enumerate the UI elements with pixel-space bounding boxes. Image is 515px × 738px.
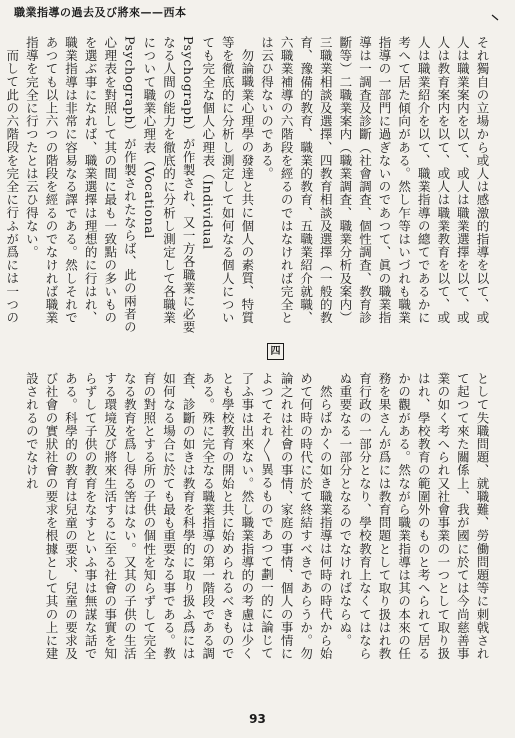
page-number: 93: [249, 712, 266, 726]
paragraph: として失職問題、就職難、勞働問題等に刺戟されて起つて來た關係上、我が國に於ては今尚慈善事業の如く考へられ又社會事業の一つとして取り扱はれ、學校教育の範圍外のものと考へられて居るかの觀がある。然ながら職業指導は其の本來の任務を果さんが爲には教育問題として取り扱はれ教育行政の一部分となり、學校教育上なくてはならぬ重要なる一部分となるのでなければならぬ。: [337, 372, 490, 661]
section-number: 四: [267, 343, 284, 360]
paragraph: 然らばかくの如き職業指導は何時の時代から始めて何時の時代に於て終結すべきであらうか。勿論之れは社會の事情、家庭の事情、個人の事情によつてそれ〳〵異るものであつて劃一的に論じて了ふ事は出來ない。然し職業指導的の考慮は少くとも學校教育の開始と共に始められるべきものである。殊に完全なる職業指導の第一階段である調査、診斷の如きは教育を科學的に取り扱ふ爲には如何なる場合に於ても最も重要なる事である。教育の對照とする所の子供の個性を知らずして完全なる教育を爲し得る筈はない。又其の子供の生活する環境及び將來生活するに至る社會の事實を知らずして子供の教育をなすといふ事は無謀な話である。科學的の教育は兒童の要求、兒童の要求及び社會の實狀社會の要求を根據として其の上に建設されるのでなけれ: [24, 372, 334, 661]
lower-text-column: [12, 372, 492, 672]
paragraph: それ獨自の立場から或人は感激的指導を以て、或人は職業案内を以て、或人は職業選擇を以て、或人は教育案内を以て、或人は職業教育を以て、或人は職業紹介を以て、職業指導の總てであるかに考へて居た傾向がある。然し乍等はいづれも職業指導の一部門に過ぎないのであつて、眞の職業指導は一調査及診斷（社會調査、個性調査、教育診斷等）二職業案内（職業調査、職業分析及案内）三職業相談及選擇、四教育相談及選擇（一般的教育、豫備的教育、職業的教育、五職業紹介就職、六職業補導の六階段を經るのではなければ完全とは云ひ得ないのである。: [259, 36, 490, 325]
running-title: 職業指導の過去及び將來——西本: [14, 6, 187, 19]
paragraph: 勿論職業心理學の發達と共に個人の素質、特質等を徹底的に分析し測定して如何なる個人についても完全な個人心理表（Individual Psychograph）が作製され、又一方各職業に必要なる人間の能力を徹底的に分析し測定して各職業について職業心理表（Vocational Psychograph）が作製されたならば、此の兩者の心理表を對照して其の間に最も一致點の多いものを選ぶ事になれば、職業選擇は理想的に行はれ、職業指導は非常に容易なる譯である。然しそれであつても以上六つの階段を經るのでなければ職業指導を完全に行つたとは云ひ得ない。: [24, 36, 255, 334]
corner-mark: [491, 14, 499, 22]
paragraph: 而して此の六階段を完全に行ふが爲には一つの: [4, 48, 20, 324]
upper-text-column: [4, 36, 492, 336]
